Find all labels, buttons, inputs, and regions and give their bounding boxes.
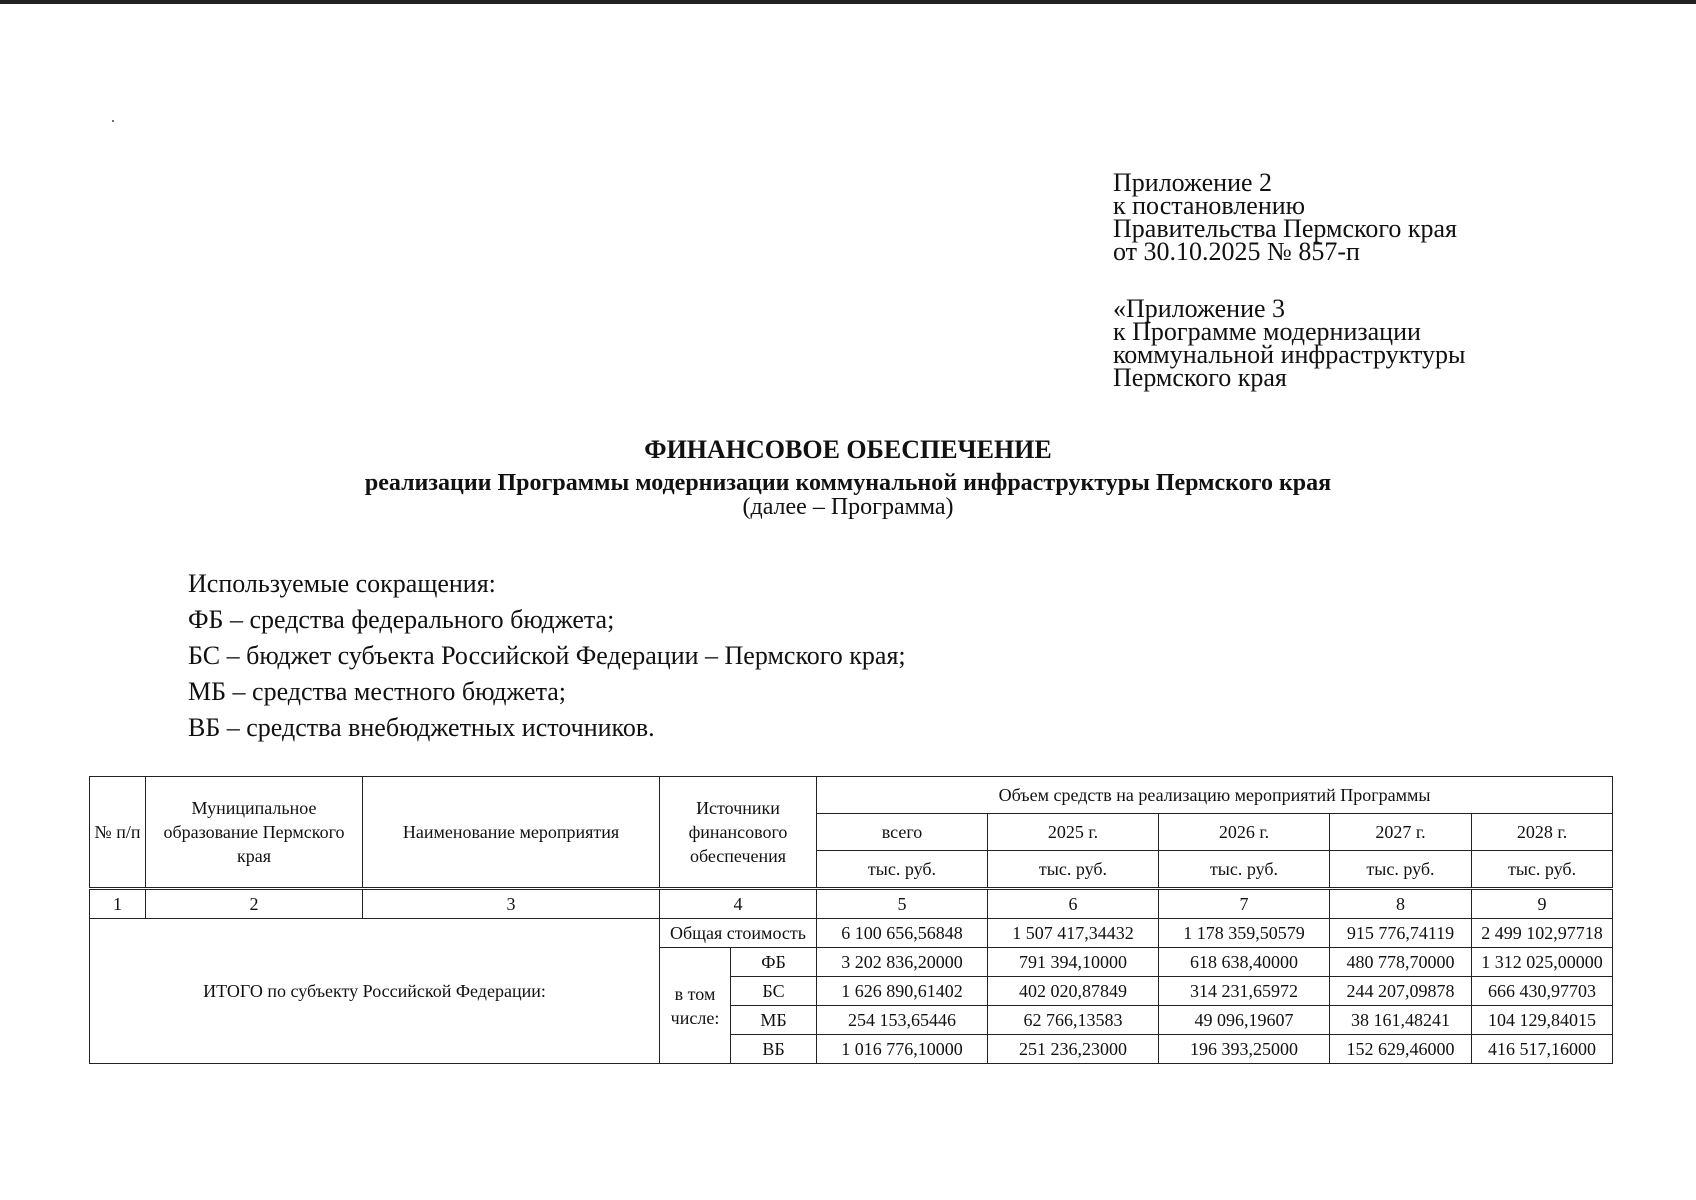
total-label: ИТОГО по субъекту Российской Федерации: xyxy=(90,919,660,1064)
value-cell: 49 096,19607 xyxy=(1159,1006,1330,1035)
appendix-line: коммунальной инфраструктуры xyxy=(1113,340,1466,369)
value-cell: 1 312 025,00000 xyxy=(1472,948,1613,977)
header-unit: тыс. руб. xyxy=(1472,851,1613,889)
abbreviation-item: МБ – средства местного бюджета; xyxy=(188,677,567,706)
value-cell: 402 020,87849 xyxy=(988,977,1159,1006)
header-year-2026: 2026 г. xyxy=(1159,814,1330,851)
column-number: 9 xyxy=(1472,889,1613,919)
appendix-line: «Приложение 3 xyxy=(1113,294,1286,323)
value-cell: 38 161,48241 xyxy=(1330,1006,1472,1035)
value-cell: 480 778,70000 xyxy=(1330,948,1472,977)
column-number: 4 xyxy=(660,889,817,919)
value-cell: 1 178 359,50579 xyxy=(1159,919,1330,948)
abbreviation-item: ВБ – средства внебюджетных источников. xyxy=(188,713,655,742)
header-unit: тыс. руб. xyxy=(1159,851,1330,889)
value-cell: 6 100 656,56848 xyxy=(817,919,988,948)
header-unit: тыс. руб. xyxy=(988,851,1159,889)
value-cell: 1 626 890,61402 xyxy=(817,977,988,1006)
scan-speck xyxy=(112,120,114,122)
value-cell: 62 766,13583 xyxy=(988,1006,1159,1035)
column-number: 8 xyxy=(1330,889,1472,919)
header-num: № п/п xyxy=(90,777,146,889)
appendix-line: от 30.10.2025 № 857-п xyxy=(1113,237,1360,266)
appendix-line: Приложение 2 xyxy=(1113,168,1273,197)
header-year-2028: 2028 г. xyxy=(1472,814,1613,851)
value-cell: 251 236,23000 xyxy=(988,1035,1159,1064)
header-sources: Источники финансового обеспечения xyxy=(660,777,817,889)
value-cell: 1 507 417,34432 xyxy=(988,919,1159,948)
value-cell: 666 430,97703 xyxy=(1472,977,1613,1006)
column-number: 7 xyxy=(1159,889,1330,919)
source-label: ВБ xyxy=(731,1035,817,1064)
appendix-line: Пермского края xyxy=(1113,363,1287,392)
header-volume: Объем средств на реализацию мероприятий Программы xyxy=(817,777,1613,814)
appendix-block xyxy=(1113,168,1466,392)
value-cell: 152 629,46000 xyxy=(1330,1035,1472,1064)
document-title-note: (далее – Программа) xyxy=(742,494,954,520)
scan-top-edge xyxy=(0,0,1696,4)
column-number: 5 xyxy=(817,889,988,919)
value-cell: 618 638,40000 xyxy=(1159,948,1330,977)
appendix-line: к постановлению xyxy=(1113,191,1306,220)
abbreviations-heading: Используемые сокращения: xyxy=(188,569,496,598)
table-row xyxy=(90,919,1613,948)
header-unit: тыс. руб. xyxy=(1330,851,1472,889)
header-unit: тыс. руб. xyxy=(817,851,988,889)
header-municipality: Муниципальное образование Пермского края xyxy=(146,777,363,889)
financing-table xyxy=(89,776,1613,1064)
appendix-line: Правительства Пермского края xyxy=(1113,214,1457,243)
column-number: 3 xyxy=(363,889,660,919)
appendix-line: к Программе модернизации xyxy=(1113,317,1421,346)
value-cell: 915 776,74119 xyxy=(1330,919,1472,948)
header-year-2025: 2025 г. xyxy=(988,814,1159,851)
including-label: в том числе: xyxy=(660,948,731,1064)
value-cell: 314 231,65972 xyxy=(1159,977,1330,1006)
header-total: всего xyxy=(817,814,988,851)
column-number: 2 xyxy=(146,889,363,919)
document-subtitle: реализации Программы модернизации коммунальной инфраструктуры Пермского края xyxy=(364,470,1332,496)
value-cell: 3 202 836,20000 xyxy=(817,948,988,977)
abbreviations-block xyxy=(188,566,906,746)
value-cell: 104 129,84015 xyxy=(1472,1006,1613,1035)
value-cell: 254 153,65446 xyxy=(817,1006,988,1035)
source-label: Общая стоимость xyxy=(660,919,817,948)
abbreviation-item: БС – бюджет субъекта Российской Федерации – Пермского края; xyxy=(188,641,906,670)
header-year-2027: 2027 г. xyxy=(1330,814,1472,851)
source-label: ФБ xyxy=(731,948,817,977)
value-cell: 196 393,25000 xyxy=(1159,1035,1330,1064)
value-cell: 1 016 776,10000 xyxy=(817,1035,988,1064)
column-number: 1 xyxy=(90,889,146,919)
source-label: МБ xyxy=(731,1006,817,1035)
document-title: ФИНАНСОВОЕ ОБЕСПЕЧЕНИЕ xyxy=(644,435,1052,464)
value-cell: 2 499 102,97718 xyxy=(1472,919,1613,948)
value-cell: 244 207,09878 xyxy=(1330,977,1472,1006)
abbreviation-item: ФБ – средства федерального бюджета; xyxy=(188,605,615,634)
source-label: БС xyxy=(731,977,817,1006)
value-cell: 416 517,16000 xyxy=(1472,1035,1613,1064)
document-title-block xyxy=(0,433,1696,518)
value-cell: 791 394,10000 xyxy=(988,948,1159,977)
column-number: 6 xyxy=(988,889,1159,919)
header-event: Наименование мероприятия xyxy=(363,777,660,889)
